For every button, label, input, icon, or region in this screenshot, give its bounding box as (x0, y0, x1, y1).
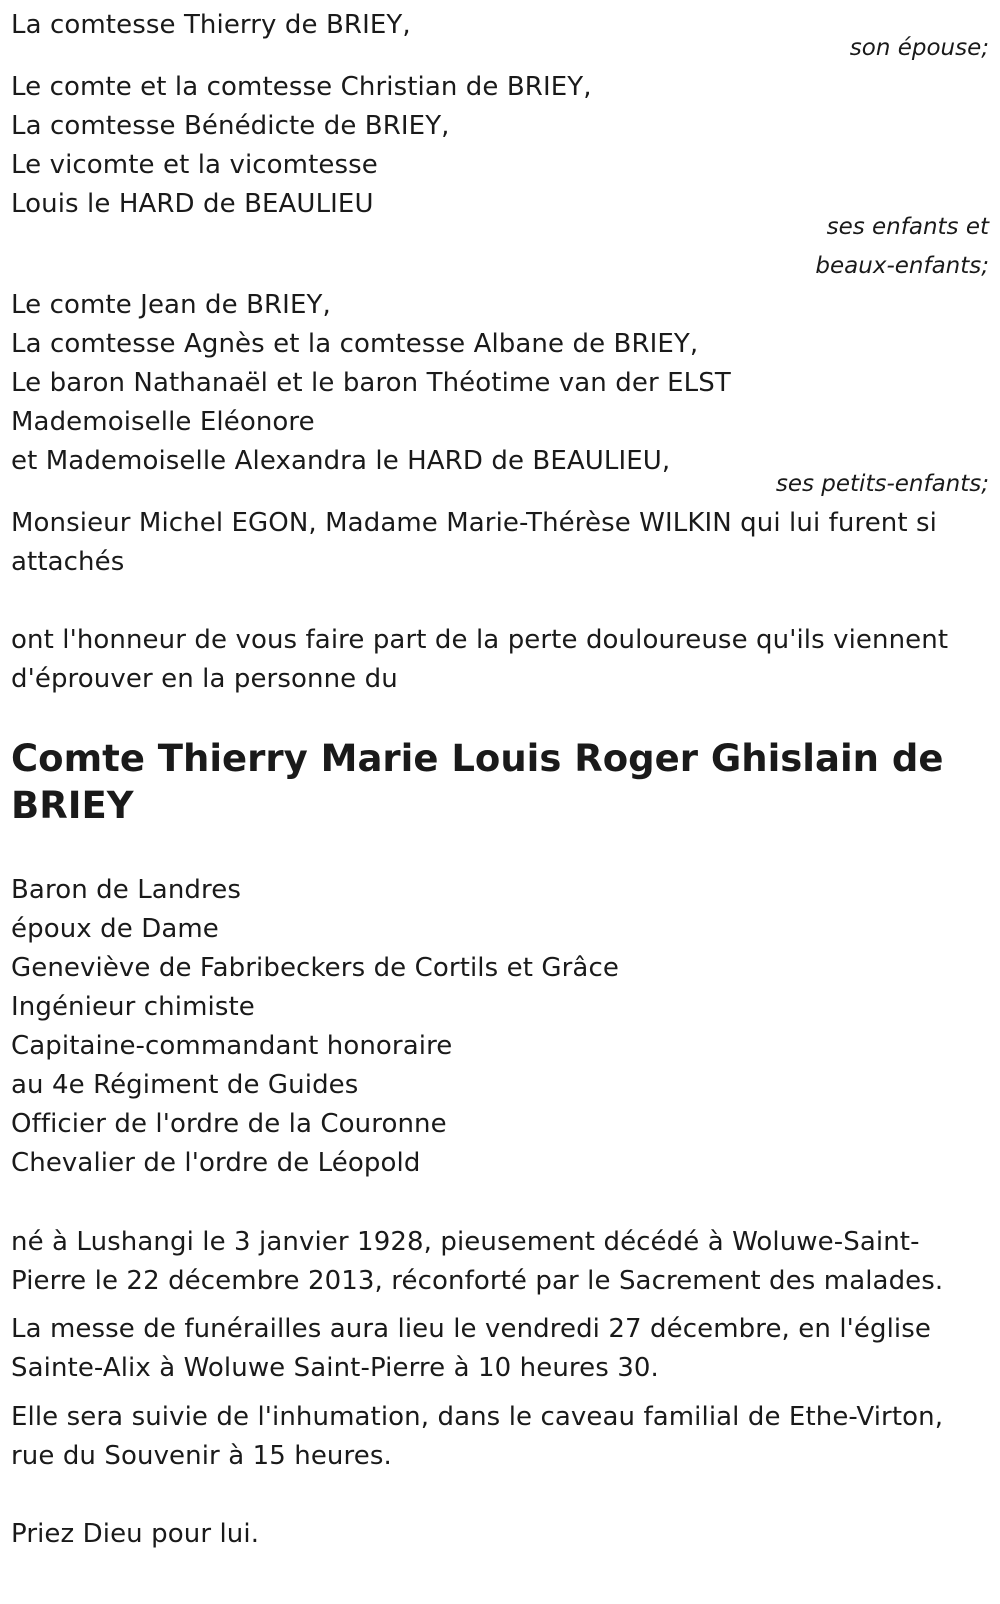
attached-line: Monsieur Michel EGON, Madame Marie-Thérèse WILKIN qui lui furent si (11, 508, 937, 538)
funeral-line: La messe de funérailles aura lieu le vendredi 27 décembre, en l'église (11, 1314, 931, 1344)
grandchild-line: Le baron Nathanaël et le baron Théotime van der ELST (11, 368, 731, 398)
announcement-line: d'éprouver en la personne du (11, 664, 398, 694)
spouse-relation: son épouse; (849, 35, 989, 61)
prayer-line: Priez Dieu pour lui. (11, 1519, 260, 1549)
title-line: au 4e Régiment de Guides (11, 1070, 359, 1100)
title-line: Capitaine-commandant honoraire (11, 1031, 453, 1061)
title-line: Chevalier de l'ordre de Léopold (11, 1148, 421, 1178)
children-relation: beaux-enfants; (815, 253, 989, 279)
spouse-name: La comtesse Thierry de BRIEY, (11, 10, 411, 40)
grandchild-line: et Mademoiselle Alexandra le HARD de BEAULIEU, (11, 446, 671, 476)
birth-death-line: né à Lushangi le 3 janvier 1928, pieusement décédé à Woluwe-Saint- (11, 1227, 920, 1257)
deceased-name: Comte Thierry Marie Louis Roger Ghislain de (11, 737, 944, 780)
attached-line: attachés (11, 547, 125, 577)
child-line: Le vicomte et la vicomtesse (11, 150, 378, 180)
burial-line: rue du Souvenir à 15 heures. (11, 1441, 392, 1471)
title-line: Baron de Landres (11, 875, 241, 905)
child-line: La comtesse Bénédicte de BRIEY, (11, 111, 450, 141)
child-line: Louis le HARD de BEAULIEU (11, 189, 374, 219)
title-line: époux de Dame (11, 914, 219, 944)
birth-death-line: Pierre le 22 décembre 2013, réconforté par le Sacrement des malades. (11, 1266, 944, 1296)
child-line: Le comte et la comtesse Christian de BRIEY, (11, 72, 592, 102)
grandchild-line: Mademoiselle Eléonore (11, 407, 315, 437)
grandchild-line: Le comte Jean de BRIEY, (11, 290, 331, 320)
deceased-name: BRIEY (11, 784, 134, 827)
grandchild-line: La comtesse Agnès et la comtesse Albane de BRIEY, (11, 329, 699, 359)
funeral-line: Sainte-Alix à Woluwe Saint-Pierre à 10 heures 30. (11, 1353, 659, 1383)
burial-line: Elle sera suivie de l'inhumation, dans le caveau familial de Ethe-Virton, (11, 1402, 944, 1432)
title-line: Geneviève de Fabribeckers de Cortils et Grâce (11, 953, 619, 983)
title-line: Officier de l'ordre de la Couronne (11, 1109, 447, 1139)
announcement-line: ont l'honneur de vous faire part de la perte douloureuse qu'ils viennent (11, 625, 949, 655)
children-relation: ses enfants et (826, 214, 989, 240)
grandchildren-relation: ses petits-enfants; (775, 471, 989, 497)
title-line: Ingénieur chimiste (11, 992, 255, 1022)
